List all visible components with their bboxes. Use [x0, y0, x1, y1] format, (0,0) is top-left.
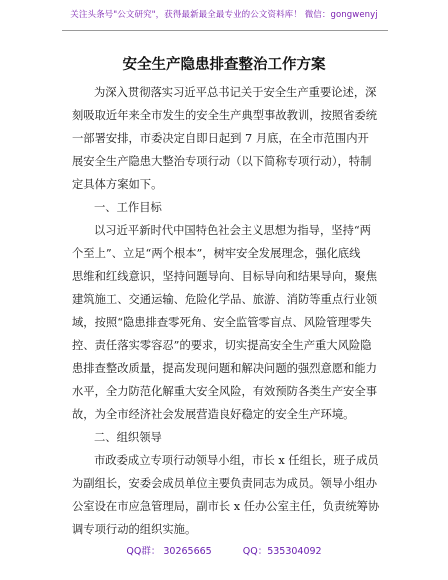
- paragraph-line: 市政委成立专项行动领导小组，市长 x 任组长，班子成员: [94, 454, 379, 467]
- paragraph-line: 个至上”、立足“两个根本”，树牢安全发展理念，强化底线: [72, 247, 361, 260]
- paragraph-line: 以习近平新时代中国特色社会主义思想为指导，坚持“两: [94, 224, 371, 237]
- paragraph-line: 公室设在市应急管理局，副市长 x 任办公室主任，负责统筹协: [72, 500, 380, 513]
- paragraph-line: 为副组长，安委会成员单位主要负责同志为成员。领导小组办: [72, 477, 378, 490]
- section-heading: 二、组织领导: [94, 431, 162, 444]
- footer-qq: QQ：535304092: [242, 546, 322, 557]
- section-heading: 一、工作目标: [94, 201, 162, 214]
- paragraph-line: 刻吸取近年来全市发生的安全生产典型事故教训，按照省委统: [72, 109, 378, 122]
- document-title: 安全生产隐患排查整治工作方案: [122, 57, 326, 73]
- paragraph-line: 定具体方案如下。: [72, 178, 163, 191]
- paragraph-line: 建筑施工、交通运输、危险化学品、旅游、消防等重点行业领: [72, 293, 378, 306]
- footer-qq-group: QQ群： 30265665: [126, 546, 212, 557]
- paragraph-line: 水平，全力防范化解重大安全风险，有效预防各类生产安全事: [72, 385, 378, 398]
- paragraph-line: 患排查整改质量，提高发现问题和解决问题的强烈意愿和能力: [72, 362, 378, 375]
- header-divider: [62, 30, 388, 31]
- paragraph-line: 域，按照“隐患排查零死角、安全监管零盲点、风险管理零失: [72, 316, 372, 329]
- paragraph-line: 控、责任落实零容忍”的要求，切实提高安全生产重大风险隐: [72, 339, 372, 352]
- footer-contact: [0, 543, 448, 557]
- paragraph-line: 展安全生产隐患大整治专项行动（以下简称专项行动），特制: [72, 155, 372, 168]
- paragraph-line: 为深入贯彻落实习近平总书记关于安全生产重要论述，深: [94, 86, 377, 99]
- header-promo-note: 关注头条号"公文研究"，获得最新最全最专业的公文资料库！ 微信：gongwenyj: [70, 10, 378, 20]
- paragraph-line: 调专项行动的组织实施。: [72, 523, 197, 536]
- paragraph-line: 一部署安排，市委决定自即日起到 7 月底，在全市范围内开: [72, 132, 369, 145]
- paragraph-line: 故，为全市经济社会发展营造良好稳定的安全生产环境。: [72, 408, 355, 421]
- paragraph-line: 思维和红线意识，坚持问题导向、目标导向和结果导向，聚焦: [72, 270, 378, 283]
